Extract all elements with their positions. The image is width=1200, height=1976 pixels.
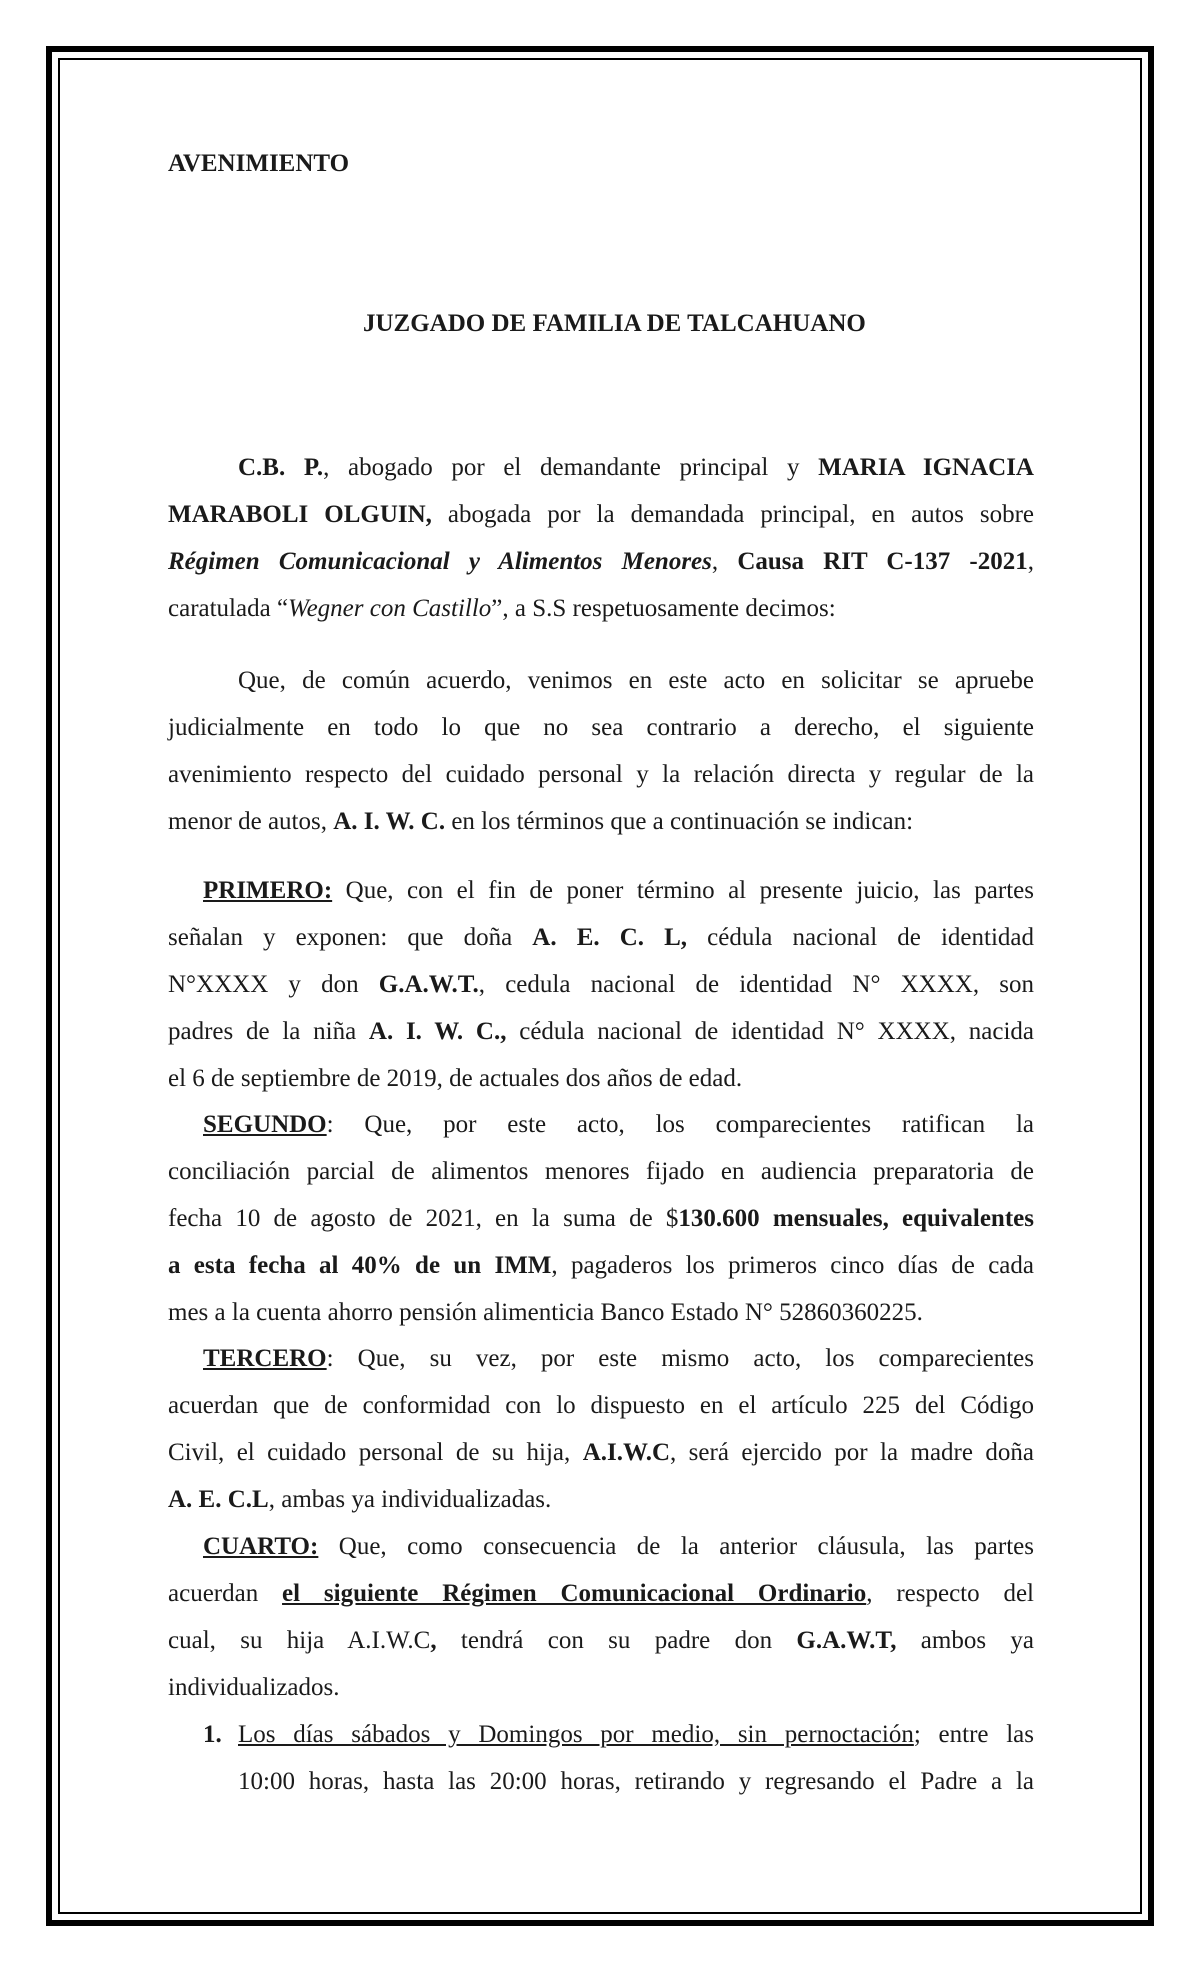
request-line-3: avenimiento respecto del cuidado personal y la relación directa y regular de la xyxy=(168,761,1034,788)
segundo-line-5: mes a la cuenta ahorro pensión alimenticia Banco Estado N° 52860360225. xyxy=(168,1299,923,1326)
intro-line-4: caratulada “Wegner con Castillo”, a S.S respetuosamente decimos: xyxy=(168,595,836,622)
clause-tercero-heading: TERCERO xyxy=(203,1345,327,1372)
tercero-line-4: A. E. C.L, ambas ya individualizadas. xyxy=(168,1486,552,1513)
segundo-line-2: conciliación parcial de alimentos menores fijado en audiencia preparatoria de xyxy=(168,1158,1034,1185)
segundo-line-1: SEGUNDO: Que, por este acto, los comparecientes ratifican la xyxy=(203,1111,1034,1138)
primero-line-1: PRIMERO: Que, con el fin de poner término al presente juicio, las partes xyxy=(203,877,1034,904)
tercero-line-3: Civil, el cuidado personal de su hija, A.I.W.C, será ejercido por la madre doña xyxy=(168,1439,1034,1466)
list-item-1-line-2: 10:00 horas, hasta las 20:00 horas, retirando y regresando el Padre a la xyxy=(238,1768,1034,1795)
intro-line-2: MARABOLI OLGUIN, abogada por la demandada principal, en autos sobre xyxy=(168,501,1035,528)
list-item-1-line-1: Los días sábados y Domingos por medio, sin pernoctación; entre las xyxy=(238,1721,1034,1748)
primero-line-3: N°XXXX y don G.A.W.T., cedula nacional de identidad N° XXXX, son xyxy=(168,971,1034,998)
clause-segundo-heading: SEGUNDO xyxy=(203,1111,327,1138)
request-line-2: judicialmente en todo lo que no sea contrario a derecho, el siguiente xyxy=(168,714,1034,741)
primero-line-4: padres de la niña A. I. W. C., cédula nacional de identidad N° XXXX, nacida xyxy=(168,1018,1034,1045)
lawyer-initials: C.B. P. xyxy=(238,454,324,481)
document-title: AVENIMIENTO xyxy=(168,150,350,177)
lawyer-name-part1: MARIA IGNACIA xyxy=(818,454,1034,481)
segundo-line-4: a esta fecha al 40% de un IMM, pagaderos los primeros cinco días de cada xyxy=(168,1252,1034,1279)
cuarto-line-2: acuerdan el siguiente Régimen Comunicacional Ordinario, respecto del xyxy=(168,1580,1034,1607)
intro-line-1: C.B. P., abogado por el demandante principal y MARIA IGNACIA xyxy=(238,454,1034,481)
case-caption: Wegner con Castillo xyxy=(288,595,492,622)
request-line-1: Que, de común acuerdo, venimos en este acto en solicitar se apruebe xyxy=(238,667,1034,694)
support-amount: 130.600 mensuales, equivalentes xyxy=(678,1205,1034,1232)
clause-primero-heading: PRIMERO: xyxy=(203,877,333,904)
primero-line-5: el 6 de septiembre de 2019, de actuales dos años de edad. xyxy=(168,1065,743,1092)
intro-line-3: Régimen Comunicacional y Alimentos Menores, Causa RIT C-137 -2021, xyxy=(168,548,1034,575)
tercero-line-1: TERCERO: Que, su vez, por este mismo acto, los comparecientes xyxy=(203,1345,1034,1372)
list-item-1-number: 1. xyxy=(203,1721,222,1748)
lawyer-name-part2: MARABOLI OLGUIN, xyxy=(168,501,432,528)
request-line-4: menor de autos, A. I. W. C. en los términos que a continuación se indican: xyxy=(168,808,914,835)
primero-line-2: señalan y exponen: que doña A. E. C. L, cédula nacional de identidad xyxy=(168,924,1034,951)
tercero-line-2: acuerdan que de conformidad con lo dispuesto en el artículo 225 del Código xyxy=(168,1392,1034,1419)
cuarto-line-1: CUARTO: Que, como consecuencia de la anterior cláusula, las partes xyxy=(203,1533,1034,1560)
segundo-line-3: fecha 10 de agosto de 2021, en la suma de $130.600 mensuales, equivalentes xyxy=(168,1205,1034,1232)
clause-cuarto-heading: CUARTO: xyxy=(203,1533,319,1560)
cuarto-line-4: individualizados. xyxy=(168,1674,340,1701)
case-rit: Causa RIT C-137 -2021 xyxy=(737,548,1028,575)
cuarto-line-3: cual, su hija A.I.W.C, tendrá con su padre don G.A.W.T, ambos ya xyxy=(168,1627,1034,1654)
regimen-title: el siguiente Régimen Comunicacional Ordinario xyxy=(282,1580,867,1607)
court-heading: JUZGADO DE FAMILIA DE TALCAHUANO xyxy=(363,310,866,337)
case-subject: Régimen Comunicacional y Alimentos Menores xyxy=(168,548,712,575)
